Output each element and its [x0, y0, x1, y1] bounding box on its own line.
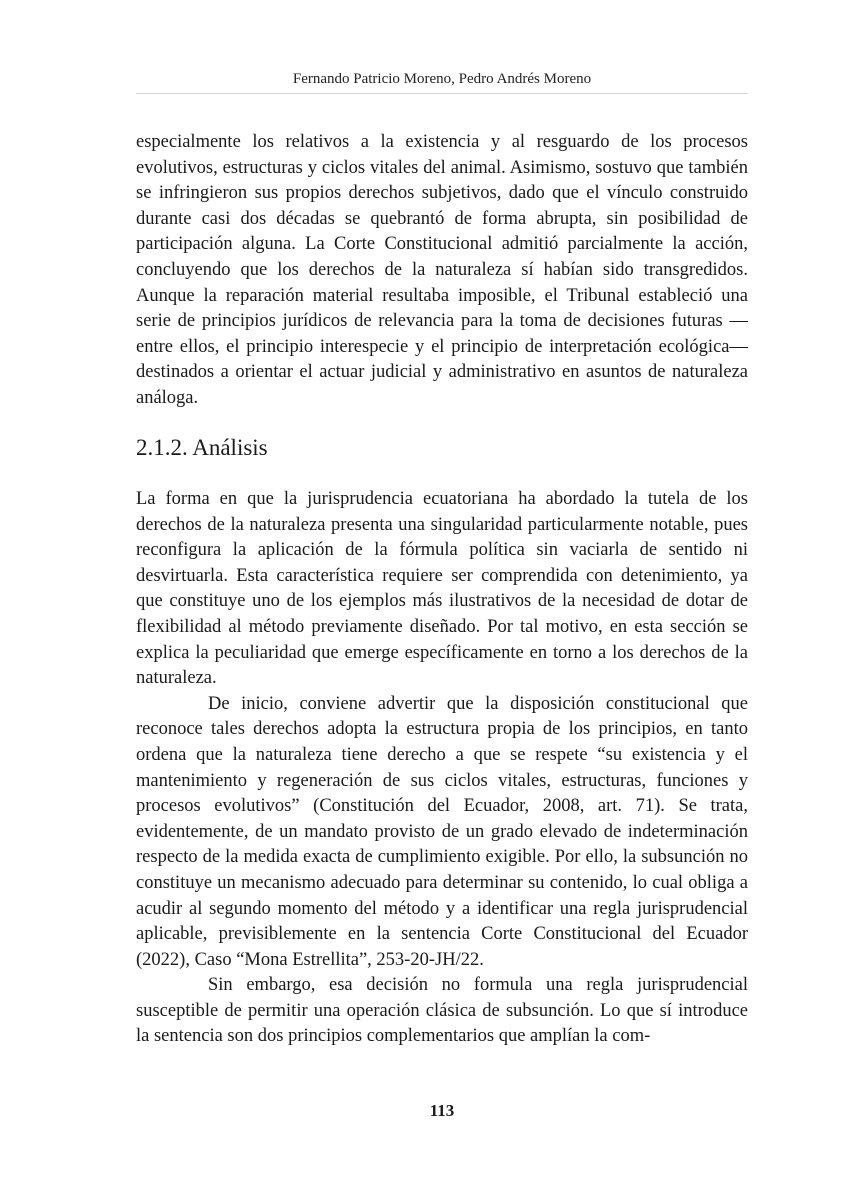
intro-continuation-block [136, 130, 748, 412]
paragraph-analysis-3: Sin embargo, esa decisión no formula una regla jurisprudencial susceptible de permitir una operación clásica de subsunción. Lo que sí introduce la sentencia son dos principios complementarios que amplían la com- [136, 975, 748, 1047]
paragraph-intro-continuation: especialmente los relativos a la existencia y al resguardo de los procesos evolutivos, estructuras y ciclos vitales del animal. Asimismo, sostuvo que también se infringieron sus propios derechos subjetivos, dado que el vínculo construido durante casi dos décadas se quebrantó de forma abrupta, sin posibilidad de participación alguna. La Corte Constitucional admitió parcialmente la acción, concluyendo que los derechos de la naturaleza sí habían sido transgredidos. Aunque la reparación material resultaba imposible, el Tribunal estableció una serie de principios jurídicos de relevancia para la toma de decisiones futuras —entre ellos, el principio interespecie y el principio de interpretación ecológica— destinados a orientar el actuar judicial y administrativo en asuntos de naturaleza análoga. [136, 132, 748, 408]
header-divider [136, 93, 748, 94]
page-number: 113 [429, 1101, 455, 1120]
analysis-section-body [136, 487, 748, 1050]
paragraph-analysis-2: De inicio, conviene advertir que la disposición constitucional que reconoce tales derechos adopta la estructura propia de los principios, en tanto ordena que la naturaleza tiene derecho a que se respete “su existencia y el mantenimiento y regeneración de sus ciclos vitales, estructuras, funciones y procesos evolutivos” (Constitución del Ecuador, 2008, art. 71). Se trata, evidentemente, de un mandato provisto de un grado elevado de indeterminación respecto de la medida exacta de cumplimiento exigible. Por ello, la subsunción no constituye un mecanismo adecuado para determinar su contenido, lo cual obliga a acudir al segundo momento del método y a identificar una regla jurisprudencial aplicable, previsiblemente en la sentencia Corte Constitucional del Ecuador (2022), Caso “Mona Estrellita”, 253-20-JH/22. [136, 693, 748, 970]
section-heading: 2.1.2. Análisis [136, 435, 268, 460]
paragraph-analysis-1: La forma en que la jurisprudencia ecuatoriana ha abordado la tutela de los derechos de la naturaleza presenta una singularidad particularmente notable, pues reconfigura la aplicación de la fórmula política sin vaciarla de sentido ni desvirtuarla. Esta característica requiere ser comprendida con detenimiento, ya que constituye uno de los ejemplos más ilustrativos de la necesidad de dotar de flexibilidad al método previamente diseñado. Por tal motivo, en esta sección se explica la peculiaridad que emerge específicamente en torno a los derechos de la naturaleza. [136, 489, 748, 689]
running-header: Fernando Patricio Moreno, Pedro Andrés Moreno [292, 71, 592, 87]
